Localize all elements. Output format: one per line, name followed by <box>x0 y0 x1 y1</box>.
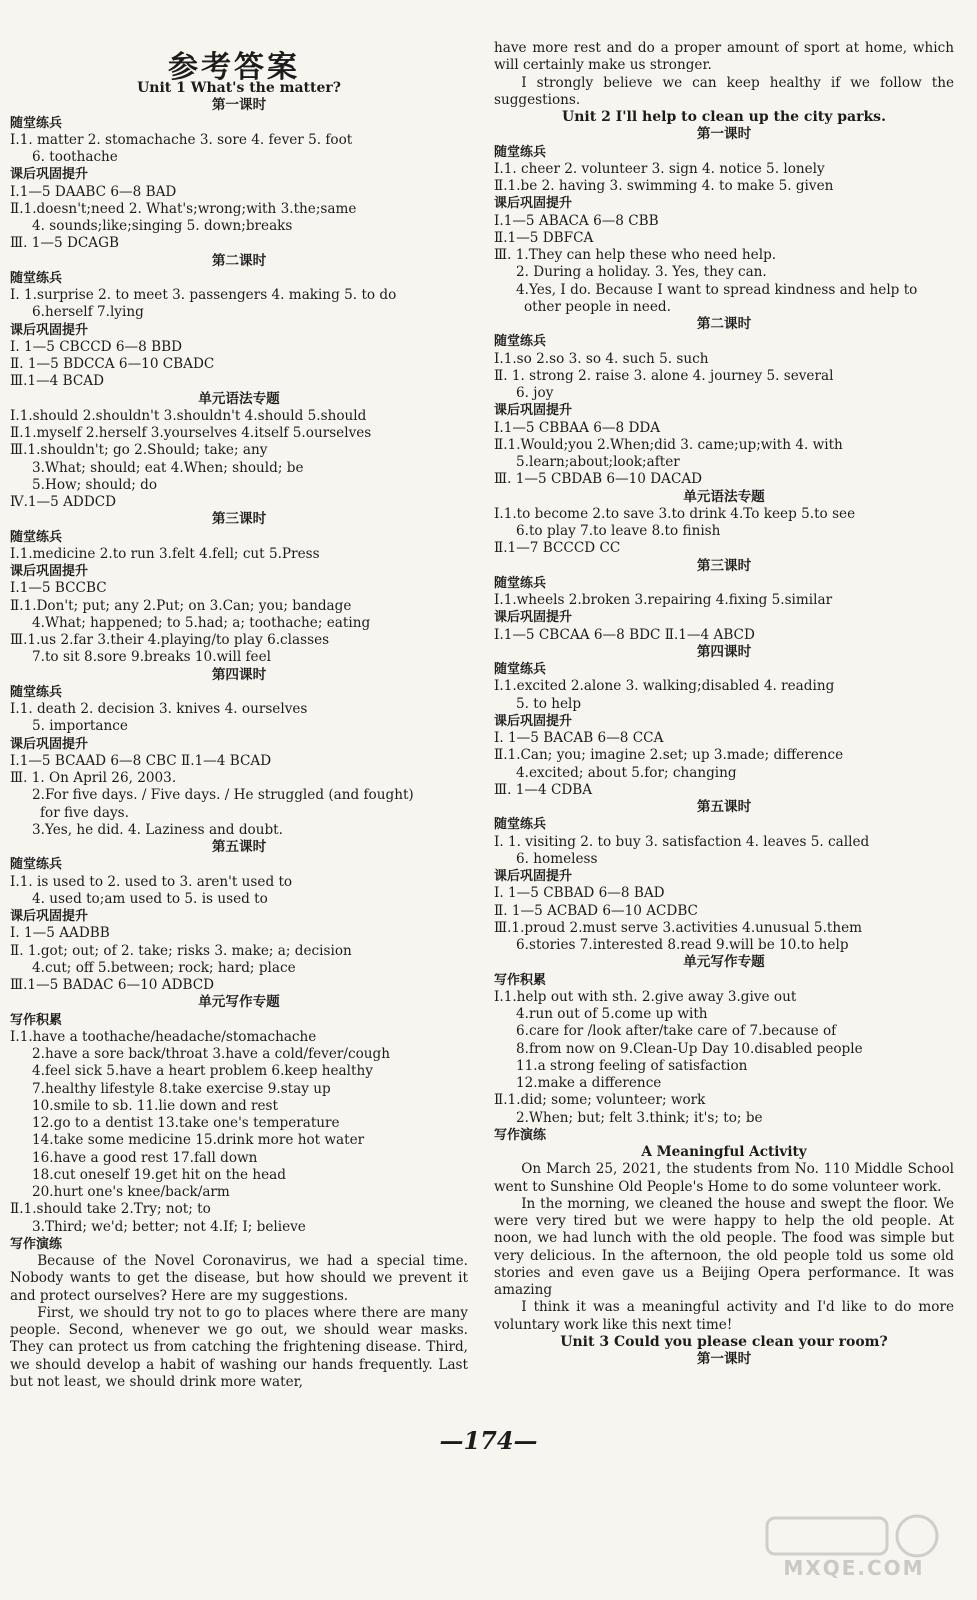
answer-line: 12.make a difference <box>516 1075 662 1091</box>
answer-line: 3.What; should; eat 4.When; should; be <box>32 459 304 476</box>
answer-line: Ⅲ.1.shouldn't; go 2.Should; take; any <box>10 442 268 459</box>
section-heading: 课后巩固提升 <box>494 869 573 884</box>
watermark-logo <box>759 1512 949 1580</box>
answer-line: 6. toothache <box>32 149 118 165</box>
answer-line: 11.a strong feeling of satisfaction <box>516 1057 748 1074</box>
answer-line: 4.Yes, I do. Because I want to spread kindness and help to <box>516 281 918 298</box>
answer-line: Ⅰ.1. is used to 2. used to 3. aren't used to <box>10 873 293 890</box>
section-heading: 随堂练兵 <box>10 529 63 545</box>
answer-line: Ⅱ. 1—5 ACBAD 6—10 ACDBC <box>494 902 698 919</box>
lesson-heading: 第一课时 <box>696 126 752 143</box>
answer-line: 5. to help <box>516 695 582 712</box>
answer-line: Ⅰ. 1—5 CBCCD 6—8 BBD <box>10 338 182 355</box>
section-heading: 随堂练兵 <box>10 857 63 873</box>
answer-line: 8.from now on 9.Clean-Up Day 10.disabled people <box>516 1040 863 1057</box>
answer-line: Ⅰ.1—5 CBBAA 6—8 DDA <box>494 419 661 436</box>
title-spacer <box>10 40 468 80</box>
answer-line: 5. importance <box>32 718 128 735</box>
lesson-heading: 第三课时 <box>211 511 267 528</box>
section-heading: 写作演练 <box>10 1236 63 1252</box>
lesson-heading: 第一课时 <box>211 97 267 114</box>
answer-line: Ⅳ.1—5 ADDCD <box>10 494 117 510</box>
right-unit3-heading <box>494 1334 954 1369</box>
answer-line: Ⅱ.1—7 BCCCD CC <box>494 540 621 557</box>
section-heading: 随堂练兵 <box>10 270 63 286</box>
unit-heading: Unit 2 I'll help to clean up the city parks. <box>562 109 886 125</box>
section-heading: 随堂练兵 <box>494 817 547 833</box>
answer-line: Ⅰ.1—5 ABACA 6—8 CBB <box>494 212 659 229</box>
answer-line: Ⅱ. 1.got; out; of 2. take; risks 3. make; a; decision <box>10 942 352 959</box>
answer-line: 4. used to;am used to 5. is used to <box>32 890 268 907</box>
answer-line: Ⅱ.1.should take 2.Try; not; to <box>10 1201 211 1218</box>
answer-line: Ⅲ.1.us 2.far 3.their 4.playing/to play 6.classes <box>10 632 330 648</box>
answer-line: Ⅱ.1.Can; you; imagine 2.set; up 3.made; difference <box>494 747 844 764</box>
lesson-heading: 第二课时 <box>696 316 752 332</box>
section-heading: 写作积累 <box>10 1012 63 1028</box>
answer-line: 18.cut oneself 19.get hit on the head <box>32 1166 286 1183</box>
section-heading: 随堂练兵 <box>10 684 63 700</box>
answer-line: Ⅰ.1—5 DAABC 6—8 BAD <box>10 183 177 200</box>
answer-line: 6. homeless <box>516 850 598 867</box>
answer-line: Ⅰ.1—5 BCAAD 6—8 CBC Ⅱ.1—4 BCAD <box>10 752 272 769</box>
lesson-heading: 第五课时 <box>696 799 752 815</box>
section-heading: 课后巩固提升 <box>494 403 573 419</box>
answer-line: Ⅰ.1. death 2. decision 3. knives 4. ourselves <box>10 701 308 717</box>
answer-line: 7.healthy lifestyle 8.take exercise 9.stay up <box>32 1080 331 1097</box>
answer-line: 3.Yes, he did. 4. Laziness and doubt. <box>32 821 283 838</box>
answer-line: other people in need. <box>524 298 671 315</box>
answer-line: Ⅱ. 1—5 BDCCA 6—10 CBADC <box>10 356 215 372</box>
answer-line: 16.have a good rest 17.fall down <box>32 1149 258 1166</box>
right-column <box>494 40 954 1368</box>
answer-line: Ⅰ.1.so 2.so 3. so 4. such 5. such <box>494 350 709 367</box>
unit-heading: Unit 1 What's the matter? <box>137 80 341 96</box>
answer-line: 2.For five days. / Five days. / He struggled (and fought) <box>32 787 414 804</box>
answer-line: 2. During a holiday. 3. Yes, they can. <box>516 264 767 281</box>
section-heading: 随堂练兵 <box>494 575 547 591</box>
answer-line: Ⅰ.1—5 CBCAA 6—8 BDC Ⅱ.1—4 ABCD <box>494 626 755 643</box>
section-heading: 课后巩固提升 <box>10 564 89 579</box>
answer-line: 6.herself 7.lying <box>32 304 144 321</box>
essay-paragraph: First, we should try not to go to places where there are many people. Second, whenever we go out, we should wear masks. They can protect us from catching the frightening disease. Third, we should develop a habit of washing our hands frequently. Last but not least, we should drink more water, <box>10 1304 468 1390</box>
answer-line: Ⅱ.1.Would;you 2.When;did 3. came;up;with 4. with <box>494 436 843 453</box>
answer-line: 4.cut; off 5.between; rock; hard; place <box>32 959 296 976</box>
answer-line: Ⅰ.1—5 BCCBC <box>10 580 107 597</box>
answer-line: Ⅰ. 1.surprise 2. to meet 3. passengers 4. making 5. to do <box>10 287 397 303</box>
answer-line: Ⅲ. 1.They can help these who need help. <box>494 247 777 263</box>
answer-line: 4.feel sick 5.have a heart problem 6.keep healthy <box>32 1063 373 1080</box>
section-heading: 随堂练兵 <box>494 144 547 160</box>
lesson-heading: 单元语法专题 <box>198 390 280 407</box>
answer-line: 4.excited; about 5.for; changing <box>516 764 737 781</box>
left-column <box>10 40 468 1391</box>
answer-line: 10.smile to sb. 11.lie down and rest <box>32 1097 278 1114</box>
essay-paragraph: I think it was a meaningful activity and I'd like to do more voluntary work like this next time! <box>494 1299 954 1333</box>
answer-line: 4. sounds;like;singing 5. down;breaks <box>32 218 293 234</box>
lesson-heading: 单元写作专题 <box>198 994 280 1011</box>
answer-line: 12.go to a dentist 13.take one's temperature <box>32 1115 340 1131</box>
answer-line: 5.How; should; do <box>32 476 158 493</box>
answer-line: Ⅰ.1.have a toothache/headache/stomachache <box>10 1028 317 1045</box>
section-heading: 课后巩固提升 <box>10 322 89 338</box>
essay-paragraph: In the morning, we cleaned the house and swept the floor. We were very tired but we were happy to help the old people. At noon, we had lunch with the old people. The food was simple but very delicious. In the afternoon, the old people told us some old stories and even gave us a Beijing Opera performance. It was amazing <box>494 1195 954 1298</box>
lesson-heading: A Meaningful Activity <box>641 1144 807 1160</box>
answer-line: Ⅰ.1. matter 2. stomachache 3. sore 4. fever 5. foot <box>10 131 353 148</box>
lesson-heading: 第五课时 <box>211 839 267 855</box>
lesson-heading: 第四课时 <box>211 666 267 683</box>
answer-line: 3.Third; we'd; better; not 4.If; I; believe <box>32 1218 306 1235</box>
section-heading: 随堂练兵 <box>494 334 547 350</box>
answer-line: 6.to play 7.to leave 8.to finish <box>516 523 721 539</box>
right-continued-essay <box>494 40 954 109</box>
answer-line: Ⅱ.1.myself 2.herself 3.yourselves 4.itself 5.ourselves <box>10 425 372 441</box>
answer-line: Ⅰ. 1—5 AADBB <box>10 925 110 942</box>
answer-line: Ⅲ.1—4 BCAD <box>10 373 105 390</box>
answer-line: Ⅲ. 1—5 CBDAB 6—10 DACAD <box>494 471 703 488</box>
answer-line: 5.learn;about;look;after <box>516 454 680 470</box>
section-heading: 写作积累 <box>494 972 547 988</box>
section-heading: 课后巩固提升 <box>494 610 573 626</box>
answer-line: 6. joy <box>516 385 554 401</box>
essay-paragraph: Because of the Novel Coronavirus, we had a special time. Nobody wants to get the disease, but how should we prevent it and protect ourselves? Here are my suggestions. <box>10 1253 468 1304</box>
essay-paragraph: I strongly believe we can keep healthy if we follow the suggestions. <box>494 74 954 108</box>
answer-line: Ⅰ. 1—5 BACAB 6—8 CCA <box>494 730 664 746</box>
answer-line: 2.When; but; felt 3.think; it's; to; be <box>516 1109 763 1126</box>
answer-line: 6.stories 7.interested 8.read 9.will be 10.to help <box>516 937 849 953</box>
answer-line: Ⅰ.1. cheer 2. volunteer 3. sign 4. notice 5. lonely <box>494 160 825 177</box>
answer-line: Ⅰ.1.medicine 2.to run 3.felt 4.fell; cut 5.Press <box>10 545 320 562</box>
answer-line: 6.care for /look after/take care of 7.because of <box>516 1023 837 1040</box>
answer-line: Ⅰ.1.wheels 2.broken 3.repairing 4.fixing 5.similar <box>494 592 833 608</box>
answer-line: Ⅱ.1.be 2. having 3. swimming 4. to make 5. given <box>494 178 834 194</box>
page-number: —174— <box>439 1426 538 1455</box>
answer-line: 2.have a sore back/throat 3.have a cold/fever/cough <box>32 1046 390 1062</box>
answer-line: Ⅰ.1.should 2.shouldn't 3.shouldn't 4.should 5.should <box>10 407 367 424</box>
answer-line: Ⅱ.1—5 DBFCA <box>494 229 594 246</box>
section-heading: 写作演练 <box>494 1127 547 1143</box>
answer-line: Ⅰ. 1—5 CBBAD 6—8 BAD <box>494 885 665 902</box>
answer-line: Ⅰ. 1. visiting 2. to buy 3. satisfaction 4. leaves 5. called <box>494 833 870 850</box>
answer-line: Ⅱ. 1. strong 2. raise 3. alone 4. journey 5. several <box>494 367 834 384</box>
answer-line: 20.hurt one's knee/back/arm <box>32 1184 230 1200</box>
section-heading: 课后巩固提升 <box>10 167 89 183</box>
lesson-heading: 第四课时 <box>696 643 752 660</box>
left-answer-lines <box>10 80 468 1253</box>
right-answer-lines <box>494 109 954 1161</box>
lesson-heading: 第一课时 <box>696 1351 752 1367</box>
unit-heading: Unit 3 Could you please clean your room? <box>560 1333 888 1350</box>
section-heading: 课后巩固提升 <box>10 736 89 752</box>
lesson-heading: 第二课时 <box>211 252 267 269</box>
answer-line: for five days. <box>40 804 129 821</box>
answer-line: Ⅲ.1—5 BADAC 6—10 ADBCD <box>10 977 215 993</box>
section-heading: 课后巩固提升 <box>494 196 573 212</box>
section-heading: 随堂练兵 <box>494 662 547 677</box>
answer-line: Ⅰ.1.excited 2.alone 3. walking;disabled 4. reading <box>494 678 835 695</box>
section-heading: 课后巩固提升 <box>494 713 573 729</box>
answer-line: Ⅲ. 1—5 DCAGB <box>10 235 119 252</box>
answer-line: Ⅰ.1.help out with sth. 2.give away 3.give out <box>494 988 797 1005</box>
lesson-heading: 单元语法专题 <box>683 488 765 505</box>
essay-paragraph: On March 25, 2021, the students from No. 110 Middle School went to Sunshine Old People's Home to do some volunteer work. <box>494 1161 954 1195</box>
answer-line: Ⅲ. 1. On April 26, 2003. <box>10 770 177 786</box>
answer-line: Ⅱ.1.Don't; put; any 2.Put; on 3.Can; you; bandage <box>10 597 352 614</box>
section-heading: 随堂练兵 <box>10 115 63 131</box>
answer-line: 14.take some medicine 15.drink more hot water <box>32 1132 365 1149</box>
answer-line: Ⅱ.1.did; some; volunteer; work <box>494 1092 706 1109</box>
watermark-text: MXQE.COM <box>783 1556 925 1580</box>
section-heading: 课后巩固提升 <box>10 909 89 924</box>
answer-line: Ⅱ.1.doesn't;need 2. What's;wrong;with 3.the;same <box>10 200 357 217</box>
answer-line: 4.run out of 5.come up with <box>516 1006 708 1022</box>
answer-line: Ⅰ.1.to become 2.to save 3.to drink 4.To keep 5.to see <box>494 505 856 522</box>
answer-line: 4.What; happened; to 5.had; a; toothache; eating <box>32 614 371 631</box>
lesson-heading: 第三课时 <box>696 557 752 574</box>
lesson-heading: 单元写作专题 <box>683 954 765 971</box>
left-essay <box>10 1253 468 1391</box>
right-essay <box>494 1161 954 1334</box>
answer-line: Ⅲ.1.proud 2.must serve 3.activities 4.unusual 5.them <box>494 919 863 936</box>
page-title: 参考答案 <box>168 50 300 85</box>
watermark-icon <box>759 1512 949 1560</box>
essay-paragraph: have more rest and do a proper amount of sport at home, which will certainly make us stronger. <box>494 40 954 74</box>
answer-line: Ⅲ. 1—4 CDBA <box>494 781 593 798</box>
answer-line: 7.to sit 8.sore 9.breaks 10.will feel <box>32 649 271 666</box>
